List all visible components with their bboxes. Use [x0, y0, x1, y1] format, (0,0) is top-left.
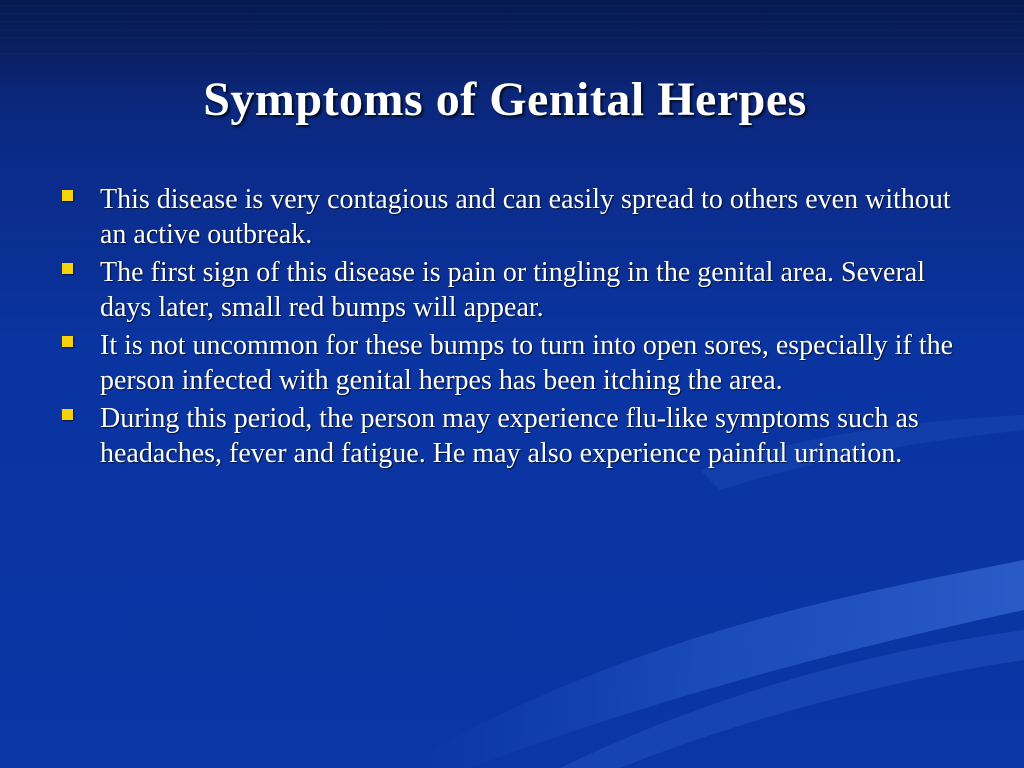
square-bullet-icon	[62, 409, 73, 420]
bullet-item-open-sores	[62, 328, 972, 398]
slide-title: Symptoms of Genital Herpes	[203, 73, 807, 126]
square-bullet-icon	[62, 190, 73, 201]
bullet-text: It is not uncommon for these bumps to turn into open sores, especially if the person infected with genital herpes has been itching the area.	[100, 330, 954, 396]
bullet-text: This disease is very contagious and can easily spread to others even without an active outbreak.	[100, 184, 951, 250]
bullet-item-contagious	[62, 182, 972, 252]
bullet-item-flu-like-symptoms	[62, 401, 972, 471]
square-bullet-icon	[62, 336, 73, 347]
bullet-item-first-sign	[62, 255, 972, 325]
square-bullet-icon	[62, 263, 73, 274]
bullet-text: During this period, the person may experience flu-like symptoms such as headaches, fever and fatigue. He may also experience painful urination.	[100, 403, 919, 469]
bullet-text: The first sign of this disease is pain or tingling in the genital area. Several days later, small red bumps will appear.	[100, 257, 926, 323]
bullet-list	[62, 182, 972, 474]
